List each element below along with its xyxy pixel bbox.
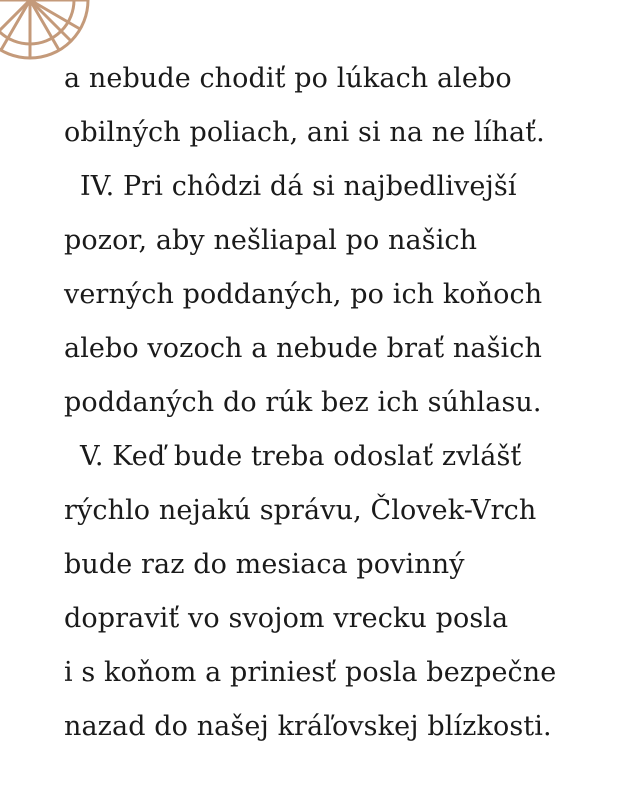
text-line: i s koňom a priniesť posla bezpečne (64, 657, 557, 688)
text-line: obilných poliach, ani si na ne líhať. (64, 117, 545, 148)
text-line: bude raz do mesiaca povinný (64, 549, 465, 580)
text-line: nazad do našej kráľovskej blízkosti. (64, 711, 552, 742)
text-line: V. Keď bude treba odoslať zvlášť (80, 441, 522, 472)
text-line: verných poddaných, po ich koňoch (64, 279, 543, 310)
text-line: pozor, aby nešliapal po našich (64, 225, 478, 256)
text-line: alebo vozoch a nebude brať našich (64, 333, 542, 364)
text-line: IV. Pri chôdzi dá si najbedlivejší (80, 171, 517, 202)
text-line: rýchlo nejakú správu, Človek-Vrch (64, 495, 537, 526)
text-line: dopraviť vo svojom vrecku posla (64, 603, 509, 634)
text-line: poddaných do rúk bez ich súhlasu. (64, 387, 542, 418)
text-line: a nebude chodiť po lúkach alebo (64, 63, 512, 94)
body-text (64, 52, 624, 754)
